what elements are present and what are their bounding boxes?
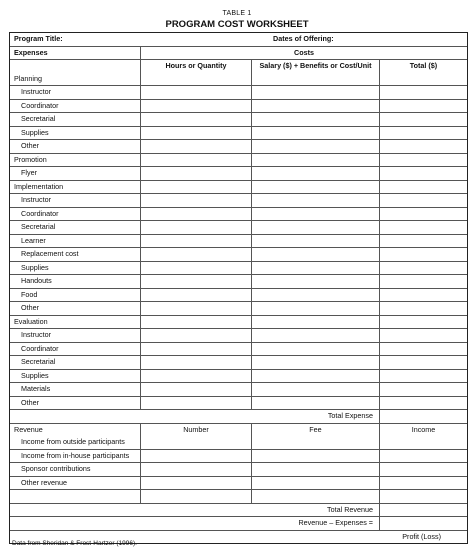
revenue-label: Income from outside participants: [21, 437, 125, 446]
expense-label: Instructor: [21, 330, 51, 339]
expense-value-cell[interactable]: [251, 289, 379, 302]
expense-row: [10, 180, 467, 194]
expense-value-cell[interactable]: [140, 262, 251, 275]
expense-row: [10, 355, 467, 369]
revenue-value-cell[interactable]: [379, 463, 467, 476]
expense-value-cell[interactable]: [140, 194, 251, 207]
expense-value-cell[interactable]: [379, 316, 467, 329]
dates-of-offering-label: Dates of Offering:: [273, 34, 334, 43]
total-expense-label: Total Expense: [327, 411, 373, 420]
salary-header: Salary ($) + Benefits or Cost/Unit: [251, 60, 379, 73]
expense-row: [10, 234, 467, 248]
expenses-header: Expenses: [14, 47, 48, 57]
program-title-row: [10, 33, 467, 46]
expense-value-cell[interactable]: [379, 194, 467, 207]
revenue-minus-expenses-row: [10, 516, 467, 530]
expense-row: [10, 153, 467, 167]
expense-value-cell[interactable]: [251, 262, 379, 275]
expense-value-cell[interactable]: [379, 127, 467, 140]
column-header-row: [10, 59, 467, 73]
expense-label: Promotion: [14, 154, 47, 164]
blank-row: [10, 489, 467, 503]
source-note: Data from Sheridan & Frost-Hartzer (1996).: [12, 540, 137, 547]
expense-rows: [10, 73, 467, 410]
expense-value-cell[interactable]: [251, 181, 379, 194]
expense-value-cell[interactable]: [140, 275, 251, 288]
expense-row: [10, 193, 467, 207]
expense-label: Supplies: [21, 127, 49, 137]
expense-row: [10, 274, 467, 288]
expense-value-cell[interactable]: [251, 194, 379, 207]
expense-label: Planning: [14, 73, 42, 83]
total-revenue-value[interactable]: [379, 504, 467, 517]
revenue-value-cell[interactable]: [251, 436, 379, 449]
expense-row: [10, 301, 467, 315]
expense-label: Flyer: [21, 168, 37, 177]
revenue-value-cell[interactable]: [251, 477, 379, 490]
revenue-value-cell[interactable]: [140, 450, 251, 463]
expense-value-cell[interactable]: [140, 397, 251, 410]
blank-cell: [251, 490, 379, 503]
expense-value-cell[interactable]: [379, 140, 467, 153]
expense-value-cell[interactable]: [140, 140, 251, 153]
total-expense-row: [10, 409, 467, 423]
expense-value-cell[interactable]: [140, 86, 251, 99]
expense-row: [10, 166, 467, 180]
revenue-label: Other revenue: [21, 477, 67, 487]
expense-value-cell[interactable]: [140, 356, 251, 369]
expense-value-cell[interactable]: [379, 154, 467, 167]
cost-table: [9, 32, 468, 544]
expense-row: [10, 261, 467, 275]
total-revenue-label: Total Revenue: [327, 504, 373, 514]
revenue-row: [10, 462, 467, 476]
expense-value-cell[interactable]: [140, 302, 251, 315]
expense-value-cell[interactable]: [379, 167, 467, 180]
expense-label: Supplies: [21, 370, 49, 380]
expense-value-cell[interactable]: [379, 100, 467, 113]
expense-value-cell[interactable]: [379, 329, 467, 342]
expense-row: [10, 112, 467, 126]
expense-value-cell[interactable]: [251, 356, 379, 369]
expense-value-cell[interactable]: [251, 140, 379, 153]
expense-value-cell[interactable]: [379, 397, 467, 410]
expense-value-cell[interactable]: [140, 235, 251, 248]
expense-label: Secretarial: [21, 114, 56, 123]
revenue-row: [10, 476, 467, 490]
expense-row: [10, 139, 467, 153]
expense-value-cell[interactable]: [251, 248, 379, 261]
expense-value-cell[interactable]: [251, 302, 379, 315]
expense-value-cell[interactable]: [251, 167, 379, 180]
expense-value-cell[interactable]: [379, 86, 467, 99]
costs-header: Costs: [140, 47, 467, 60]
expense-value-cell[interactable]: [140, 167, 251, 180]
hours-header: Hours or Quantity: [140, 60, 251, 73]
expense-row: [10, 342, 467, 356]
number-header: Number: [140, 424, 251, 437]
expense-value-cell[interactable]: [251, 235, 379, 248]
total-revenue-row: [10, 503, 467, 517]
expense-value-cell[interactable]: [140, 181, 251, 194]
expense-value-cell[interactable]: [251, 154, 379, 167]
expense-row: [10, 99, 467, 113]
expense-label: Instructor: [21, 87, 51, 96]
expense-row: [10, 315, 467, 329]
expense-value-cell[interactable]: [379, 235, 467, 248]
expense-value-cell[interactable]: [251, 275, 379, 288]
expense-label: Other: [21, 303, 39, 312]
expense-row: [10, 396, 467, 410]
program-title-label: Program Title:: [14, 34, 63, 43]
total-expense-value[interactable]: [379, 410, 467, 423]
expense-label: Coordinator: [21, 100, 59, 110]
expense-value-cell[interactable]: [379, 208, 467, 221]
expense-value-cell[interactable]: [140, 208, 251, 221]
expense-label: Handouts: [21, 276, 52, 285]
revenue-rows: [10, 436, 467, 489]
expense-value-cell[interactable]: [379, 383, 467, 396]
profit-loss-label: Profit (Loss): [402, 531, 441, 541]
expense-value-cell[interactable]: [140, 127, 251, 140]
expense-value-cell[interactable]: [379, 181, 467, 194]
blank-cell: [379, 490, 467, 503]
expense-row: [10, 288, 467, 302]
expense-value-cell[interactable]: [379, 275, 467, 288]
revenue-value-cell[interactable]: [140, 463, 251, 476]
expense-value-cell[interactable]: [251, 343, 379, 356]
expense-value-cell[interactable]: [140, 154, 251, 167]
expenses-costs-row: [10, 46, 467, 60]
expense-value-cell[interactable]: [379, 343, 467, 356]
expense-row: [10, 207, 467, 221]
expense-value-cell[interactable]: [379, 356, 467, 369]
expense-value-cell[interactable]: [379, 370, 467, 383]
expense-row: [10, 247, 467, 261]
revenue-row: [10, 436, 467, 449]
expense-value-cell[interactable]: [140, 343, 251, 356]
expense-value-cell[interactable]: [379, 113, 467, 126]
expense-value-cell[interactable]: [251, 370, 379, 383]
expense-value-cell[interactable]: [379, 73, 467, 86]
expense-value-cell[interactable]: [140, 383, 251, 396]
expense-value-cell[interactable]: [140, 100, 251, 113]
revenue-label: Sponsor contributions: [21, 464, 91, 473]
income-header: Income: [379, 424, 467, 437]
total-header: Total ($): [379, 60, 467, 73]
revenue-label: Income from in-house participants: [21, 450, 130, 460]
expense-label: Implementation: [14, 181, 64, 191]
expense-value-cell[interactable]: [251, 329, 379, 342]
revenue-value-cell[interactable]: [251, 463, 379, 476]
revenue-header: Revenue: [14, 424, 43, 434]
blank-cell: [140, 490, 251, 503]
expense-value-cell[interactable]: [251, 73, 379, 86]
expense-label: Secretarial: [21, 357, 56, 366]
expense-row: [10, 73, 467, 86]
table-label: TABLE 1: [222, 10, 252, 17]
expense-row: [10, 220, 467, 234]
expense-label: Replacement cost: [21, 249, 79, 258]
expense-value-cell[interactable]: [140, 316, 251, 329]
expense-value-cell[interactable]: [140, 73, 251, 86]
revenue-row: [10, 449, 467, 463]
expense-row: [10, 85, 467, 99]
revenue-minus-expenses-value[interactable]: [379, 517, 467, 530]
expense-value-cell[interactable]: [379, 248, 467, 261]
expense-value-cell[interactable]: [251, 221, 379, 234]
expense-value-cell[interactable]: [140, 329, 251, 342]
expense-value-cell[interactable]: [251, 127, 379, 140]
expense-label: Secretarial: [21, 222, 56, 231]
expense-label: Instructor: [21, 195, 51, 204]
revenue-value-cell[interactable]: [140, 477, 251, 490]
expense-value-cell[interactable]: [251, 208, 379, 221]
expense-label: Supplies: [21, 262, 49, 272]
expense-row: [10, 369, 467, 383]
expense-value-cell[interactable]: [379, 221, 467, 234]
revenue-header-row: [10, 423, 467, 437]
revenue-value-cell[interactable]: [140, 436, 251, 449]
expense-value-cell[interactable]: [251, 86, 379, 99]
revenue-value-cell[interactable]: [379, 450, 467, 463]
expense-value-cell[interactable]: [379, 289, 467, 302]
expense-value-cell[interactable]: [140, 370, 251, 383]
revenue-minus-expenses-label: Revenue – Expenses =: [298, 518, 373, 527]
expense-value-cell[interactable]: [251, 383, 379, 396]
blank-cell: [10, 490, 140, 503]
expense-value-cell[interactable]: [251, 316, 379, 329]
expense-row: [10, 382, 467, 396]
expense-value-cell[interactable]: [251, 100, 379, 113]
expense-value-cell[interactable]: [140, 221, 251, 234]
expense-label: Coordinator: [21, 208, 59, 218]
expense-row: [10, 126, 467, 140]
expense-label: Other: [21, 397, 39, 407]
expense-value-cell[interactable]: [251, 113, 379, 126]
expense-label: Materials: [21, 384, 51, 393]
expense-value-cell[interactable]: [140, 113, 251, 126]
expense-value-cell[interactable]: [251, 397, 379, 410]
revenue-value-cell[interactable]: [379, 477, 467, 490]
fee-header: Fee: [251, 424, 379, 437]
expense-label: Food: [21, 289, 38, 299]
expense-label: Coordinator: [21, 343, 59, 353]
expense-row: [10, 328, 467, 342]
blank-header-cell: [10, 60, 140, 73]
revenue-value-cell[interactable]: [251, 450, 379, 463]
expense-label: Learner: [21, 235, 46, 245]
expense-value-cell[interactable]: [379, 302, 467, 315]
expense-value-cell[interactable]: [379, 262, 467, 275]
expense-label: Evaluation: [14, 316, 48, 326]
expense-value-cell[interactable]: [140, 248, 251, 261]
expense-value-cell[interactable]: [140, 289, 251, 302]
expense-label: Other: [21, 141, 39, 150]
worksheet-title: PROGRAM COST WORKSHEET: [165, 19, 309, 30]
revenue-value-cell[interactable]: [379, 436, 467, 449]
